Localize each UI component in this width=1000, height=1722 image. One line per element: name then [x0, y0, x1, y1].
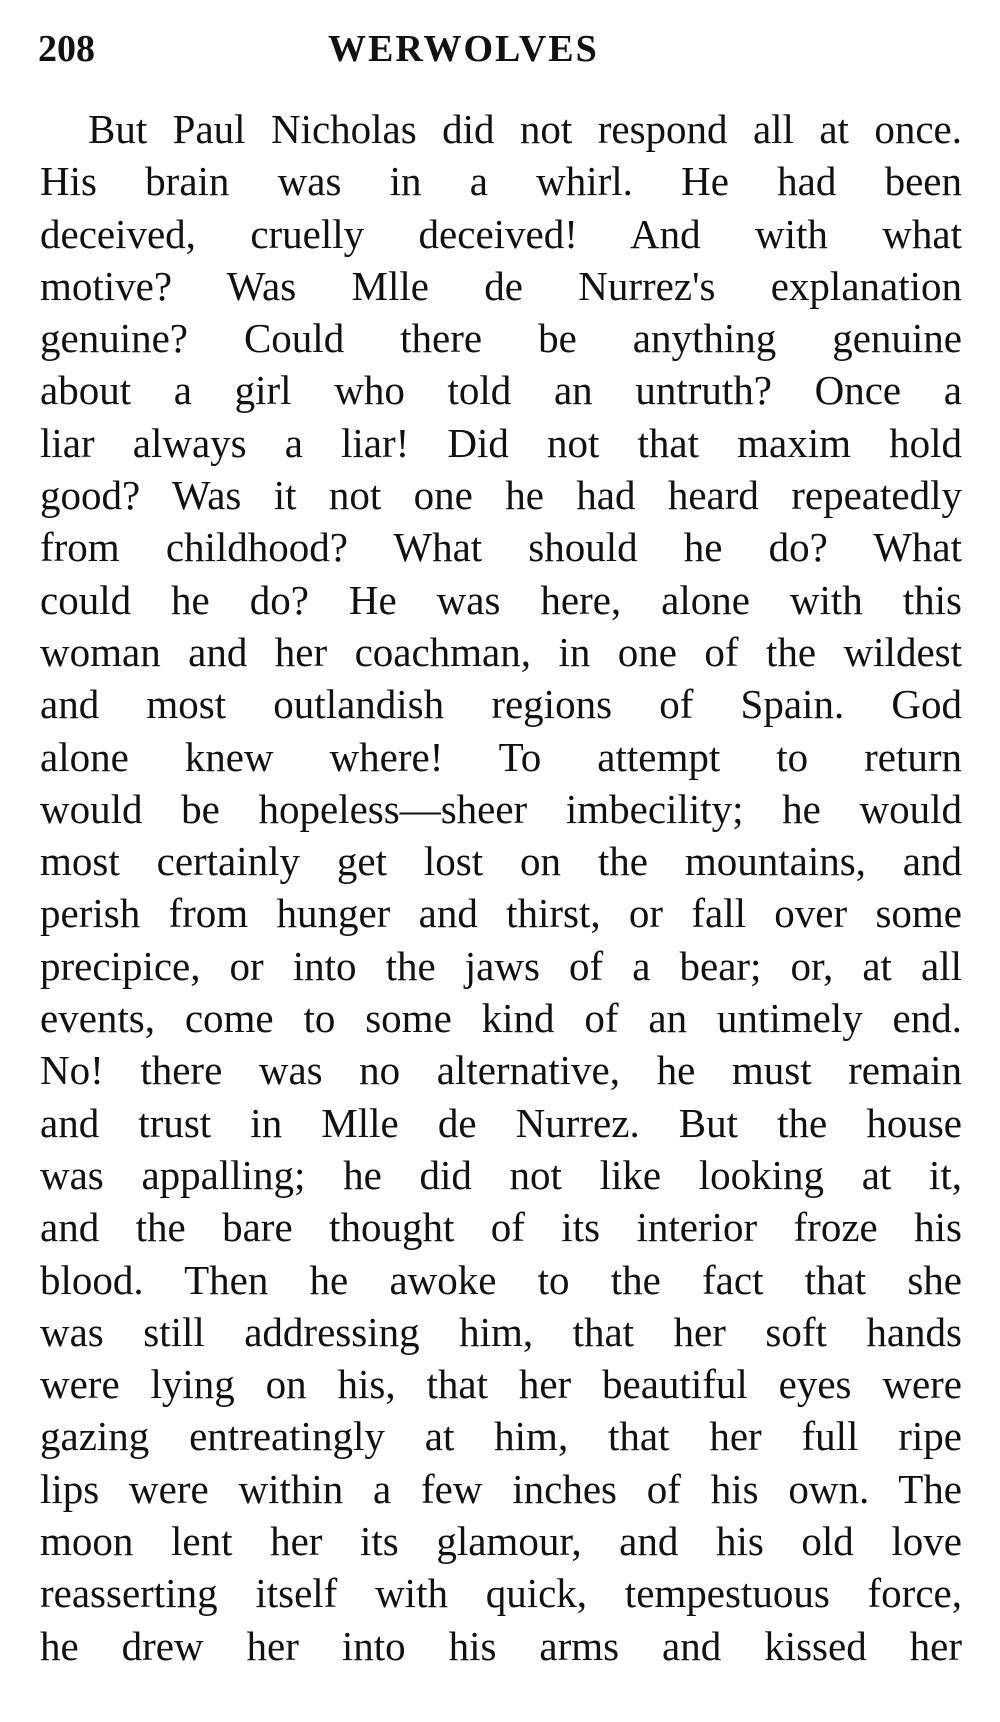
page-number: 208	[38, 28, 95, 70]
text-line: lips were within a few inches of his own. The	[40, 1465, 962, 1512]
text-line: liar always a liar! Did not that maxim hold	[40, 419, 962, 466]
text-line: he drew her into his arms and kissed her	[40, 1622, 962, 1669]
text-line: blood. Then he awoke to the fact that she	[40, 1256, 962, 1303]
text-line: were lying on his, that her beautiful eyes were	[40, 1361, 962, 1408]
text-line: alone knew where! To attempt to return	[40, 733, 962, 780]
body-paragraph	[40, 103, 962, 1672]
running-head: WERWOLVES	[328, 28, 599, 70]
text-line: deceived, cruelly deceived! And with what	[40, 210, 962, 257]
text-line: was still addressing him, that her soft hands	[40, 1308, 962, 1355]
text-line: No! there was no alternative, he must remain	[40, 1047, 962, 1094]
text-line: and most outlandish regions of Spain. God	[40, 681, 962, 728]
text-line: gazing entreatingly at him, that her full ripe	[40, 1413, 962, 1460]
text-line: would be hopeless—sheer imbecility; he would	[40, 785, 962, 832]
text-line: from childhood? What should he do? What	[40, 524, 962, 571]
text-line: and the bare thought of its interior froze his	[40, 1204, 962, 1251]
text-line: good? Was it not one he had heard repeatedly	[40, 472, 962, 519]
text-line: His brain was in a whirl. He had been	[40, 158, 962, 205]
text-line: But Paul Nicholas did not respond all at once.	[88, 106, 962, 152]
page-header	[38, 24, 938, 74]
text-line: woman and her coachman, in one of the wildest	[40, 628, 962, 675]
text-line: and trust in Mlle de Nurrez. But the house	[40, 1099, 962, 1146]
text-line: reasserting itself with quick, tempestuous force,	[40, 1570, 962, 1617]
text-line: most certainly get lost on the mountains, and	[40, 838, 962, 885]
text-line: perish from hunger and thirst, or fall over some	[40, 890, 962, 937]
text-line: motive? Was Mlle de Nurrez's explanation	[40, 262, 962, 309]
text-line: genuine? Could there be anything genuine	[40, 315, 962, 362]
text-line: events, come to some kind of an untimely end.	[40, 995, 962, 1042]
text-line: moon lent her its glamour, and his old love	[40, 1518, 962, 1565]
text-line: precipice, or into the jaws of a bear; or, at all	[40, 942, 962, 989]
text-line: was appalling; he did not like looking at it,	[40, 1151, 962, 1198]
text-line: could he do? He was here, alone with this	[40, 576, 962, 623]
text-line: about a girl who told an untruth? Once a	[40, 367, 962, 414]
